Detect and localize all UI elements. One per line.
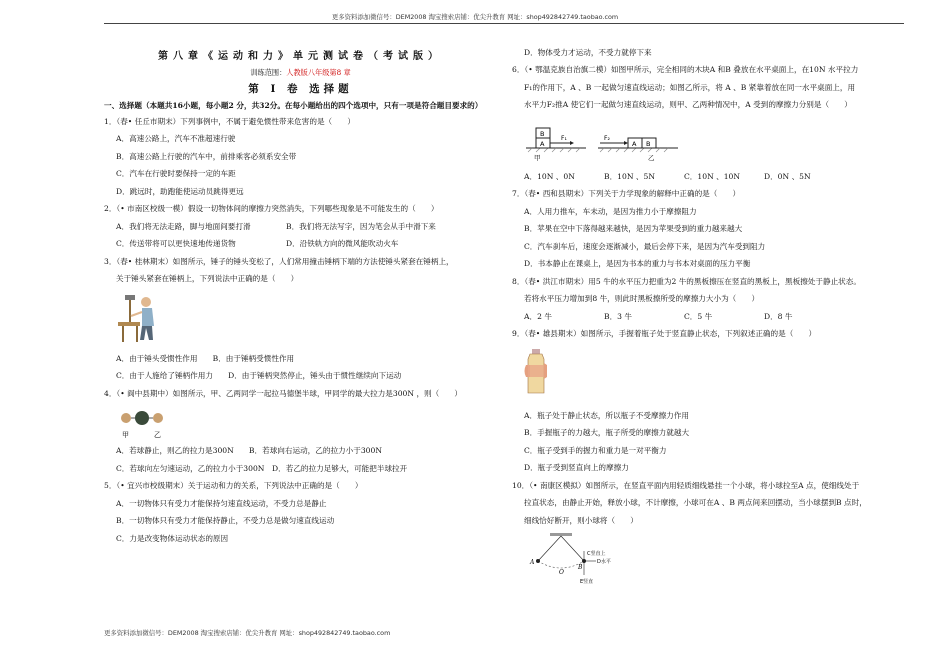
- training-range: [104, 68, 497, 78]
- q7-option-b: B．苹果在空中下落得越来越快，是因为苹果受到的重力越来越大: [524, 224, 743, 234]
- bottle-hand-figure: [524, 347, 548, 397]
- q9-option-a: A．瓶子处于静止状态，所以瓶子不受摩擦力作用: [524, 410, 689, 420]
- q9-option-d: D．瓶子受到竖直向上的摩擦力: [524, 463, 629, 473]
- q5-option-b: B．一切物体只有受力才能保持静止，不受力总是做匀速直线运动: [116, 516, 335, 526]
- q6-block-b-jia: B: [540, 129, 545, 138]
- q4-options-ab: A．若球静止，则乙的拉力是300N B．若球向右运动，乙的拉力小于300N: [116, 446, 382, 456]
- q8-stem-1: 8．（春• 洪江市期末）用5 牛的水平压力把重为2 牛的黑板擦压在竖直的黑板上，黑板擦处于静止状态。: [512, 276, 861, 286]
- q8-option-b: B．3 牛: [604, 311, 633, 321]
- q7-option-d: D．书本静止在课桌上，是因为书本的重力与书本对桌面的压力平衡: [524, 259, 751, 269]
- blocks-figure: [524, 118, 684, 162]
- q2-stem: 2．（• 市南区校级一模）假设一切物体间的摩擦力突然消失，下列哪些现象是不可能发生的（ ）: [104, 204, 439, 214]
- q4-label-yi: 乙: [154, 431, 161, 440]
- right-column: [512, 48, 904, 597]
- q10-label-d: D水平: [597, 559, 611, 566]
- q10-stem-1: 10．（• 南康区模拟）如图所示，在竖直平面内用轻质细线悬挂一个小球，将小球拉至A 点，使细线处于: [512, 480, 860, 490]
- q6-options: [524, 172, 904, 182]
- q5-option-d: D．物体受力才运动，不受力就停下来: [524, 48, 652, 57]
- q6-block-a-jia: A: [540, 139, 545, 148]
- q2-options-cd: [104, 239, 497, 249]
- q10-point-o: O: [559, 569, 564, 577]
- q9-stem: 9．（春• 雄县期末）如图所示，手握着瓶子处于竖直静止状态，下列叙述正确的是（ ）: [512, 329, 817, 339]
- q1-stem: 1．（春• 任丘市期末）下列事例中，不属于避免惯性带来危害的是（ ）: [104, 116, 355, 126]
- section-title: 第 Ⅰ 卷 选择题: [248, 82, 353, 95]
- q1-option-b: B．高速公路上行驶的汽车中，前排乘客必须系安全带: [116, 151, 297, 161]
- q6-label-f1: F₁: [561, 134, 567, 142]
- q2-option-b: B．我们将无法写字，因为笔会从手中滑下来: [286, 221, 436, 231]
- q5-stem: 5．（• 宜兴市校级期末）关于运动和力的关系，下列说法中正确的是（ ）: [104, 481, 363, 491]
- q1-option-c: C．汽车在行驶时要保持一定的车距: [116, 169, 236, 179]
- q7-option-c: C．汽车刹车后，速度会逐渐减小，最后会停下来，是因为汽车受到阻力: [524, 241, 766, 251]
- range-label: 训练范围：: [250, 68, 287, 78]
- q6-stem-2: F₁的作用下，A 、B 一起做匀速直线运动；如图乙所示，将 A 、B 紧靠着放在同一水平桌面上，用: [524, 82, 856, 92]
- q8-option-d: D．8 牛: [764, 311, 793, 321]
- pendulum-figure: [524, 531, 624, 587]
- q6-stem-1: 6．（• 鄂温克族自治旗二模）如图甲所示，完全相同的木块A 和B 叠放在水平桌面上，在10N 水平拉力: [512, 65, 859, 75]
- q6-block-a-yi: A: [632, 139, 637, 148]
- q3-options-ab: A．由于锤头受惯性作用 B．由于锤柄受惯性作用: [116, 353, 295, 363]
- left-column: [104, 48, 497, 551]
- q6-label-f2: F₂: [604, 134, 610, 142]
- page-footer: 更多资料添加微信号：DEM2008 淘宝搜索店铺：优尖升教育 网址：shop492842749.taobao.com: [104, 629, 391, 637]
- q6-option-d: D．0N 、5N: [764, 171, 811, 181]
- q10-label-e: E竖直: [580, 579, 594, 586]
- q8-option-c: C．5 牛: [684, 311, 713, 321]
- q6-option-b: B．10N 、5N: [604, 171, 655, 181]
- q9-option-c: C．瓶子受到手的握力和重力是一对平衡力: [524, 445, 667, 455]
- page-title: 第八章《运动和力》单元测试卷（考试版）: [158, 51, 443, 62]
- hammer-figure: [116, 292, 166, 344]
- q3-options-cd: C．由于人施给了锤柄作用力 D．由于锤柄突然停止，锤头由于惯性继续向下运动: [116, 371, 402, 381]
- q10-label-c: C竖直上: [587, 551, 606, 558]
- q2-options-ab: [104, 222, 497, 232]
- q6-label-yi: 乙: [648, 153, 655, 162]
- q3-stem-2: 关于锤头紧套在锤柄上，下列说法中正确的是（ ）: [116, 274, 299, 284]
- q2-option-c: C．传送带将可以更快速地传递货物: [116, 239, 236, 249]
- q9-option-b: B．手握瓶子的力越大，瓶子所受的摩擦力就越大: [524, 428, 690, 438]
- q4-label-jia: 甲: [122, 431, 129, 440]
- q5-option-c: C．力是改变物体运动状态的原因: [116, 533, 229, 543]
- q10-point-a: A: [530, 559, 535, 567]
- q6-label-jia: 甲: [534, 153, 541, 162]
- q1-option-a: A．高速公路上，汽车不准超速行驶: [116, 134, 236, 144]
- q2-option-d: D．沿铁轨方向的微风能吹动火车: [286, 239, 399, 249]
- header-divider: [104, 23, 904, 24]
- q8-option-a: A．2 牛: [524, 311, 552, 321]
- q4-stem: 4．（• 阆中县期中）如图所示，甲、乙两同学一起拉马德堡半球，甲同学的最大拉力是300N ，则（ ）: [104, 388, 463, 398]
- q10-stem-3: 细线恰好断开，则小球将（ ）: [524, 515, 638, 525]
- hemisphere-figure: [116, 406, 168, 440]
- instructions: 一、选择题（本题共16小题，每小题2 分，共32分。在每小题给出的四个选项中，只有一项是符合题目要求的）: [104, 100, 483, 110]
- page-header: 更多资料添加微信号：DEM2008 淘宝搜索店铺：优尖升教育 网址：shop492842749.taobao.com: [331, 13, 619, 21]
- q6-option-c: C．10N 、10N: [684, 171, 741, 181]
- q6-option-a: A．10N 、0N: [524, 171, 575, 181]
- q7-stem: 7．（春• 西和县期末）下列关于力学现象的解释中正确的是（ ）: [512, 189, 741, 199]
- q1-option-d: D．跳远时，助跑能使运动员跳得更远: [116, 186, 244, 196]
- q3-stem-1: 3．（春• 桂林期末）如图所示，锤子的锤头变松了，人们常用撞击锤柄下端的方法使锤头紧套在锤柄上，: [104, 256, 454, 266]
- q8-options: [524, 312, 904, 322]
- range-value: 人教版八年级第8 章: [286, 68, 351, 78]
- q2-option-a: A．我们将无法走路，脚与地面间要打滑: [116, 221, 251, 231]
- q6-stem-3: 水平力F₂推A 使它们一起做匀速直线运动，则甲、乙两种情况中，A 受到的摩擦力分别是（ ）: [524, 100, 852, 110]
- q8-stem-2: 若将水平压力增加到8 牛，则此时黑板擦所受的摩擦力大小为（ ）: [524, 294, 760, 304]
- q4-options-cd: C．若球向左匀速运动，乙的拉力小于300N D．若乙的拉力足够大，可能把半球拉开: [116, 463, 408, 473]
- q10-stem-2: 拉直状态，由静止开始，释放小球，不计摩擦，小球可在A 、B 两点间来回摆动，当小球摆到B 点时，: [524, 498, 867, 508]
- q6-block-b-yi: B: [646, 139, 651, 148]
- q7-option-a: A．人用力推车，车未动，是因为推力小于摩擦阻力: [524, 206, 697, 216]
- q10-point-b: B: [578, 564, 583, 572]
- q5-option-a: A．一切物体只有受力才能保持匀速直线运动，不受力总是静止: [116, 498, 327, 508]
